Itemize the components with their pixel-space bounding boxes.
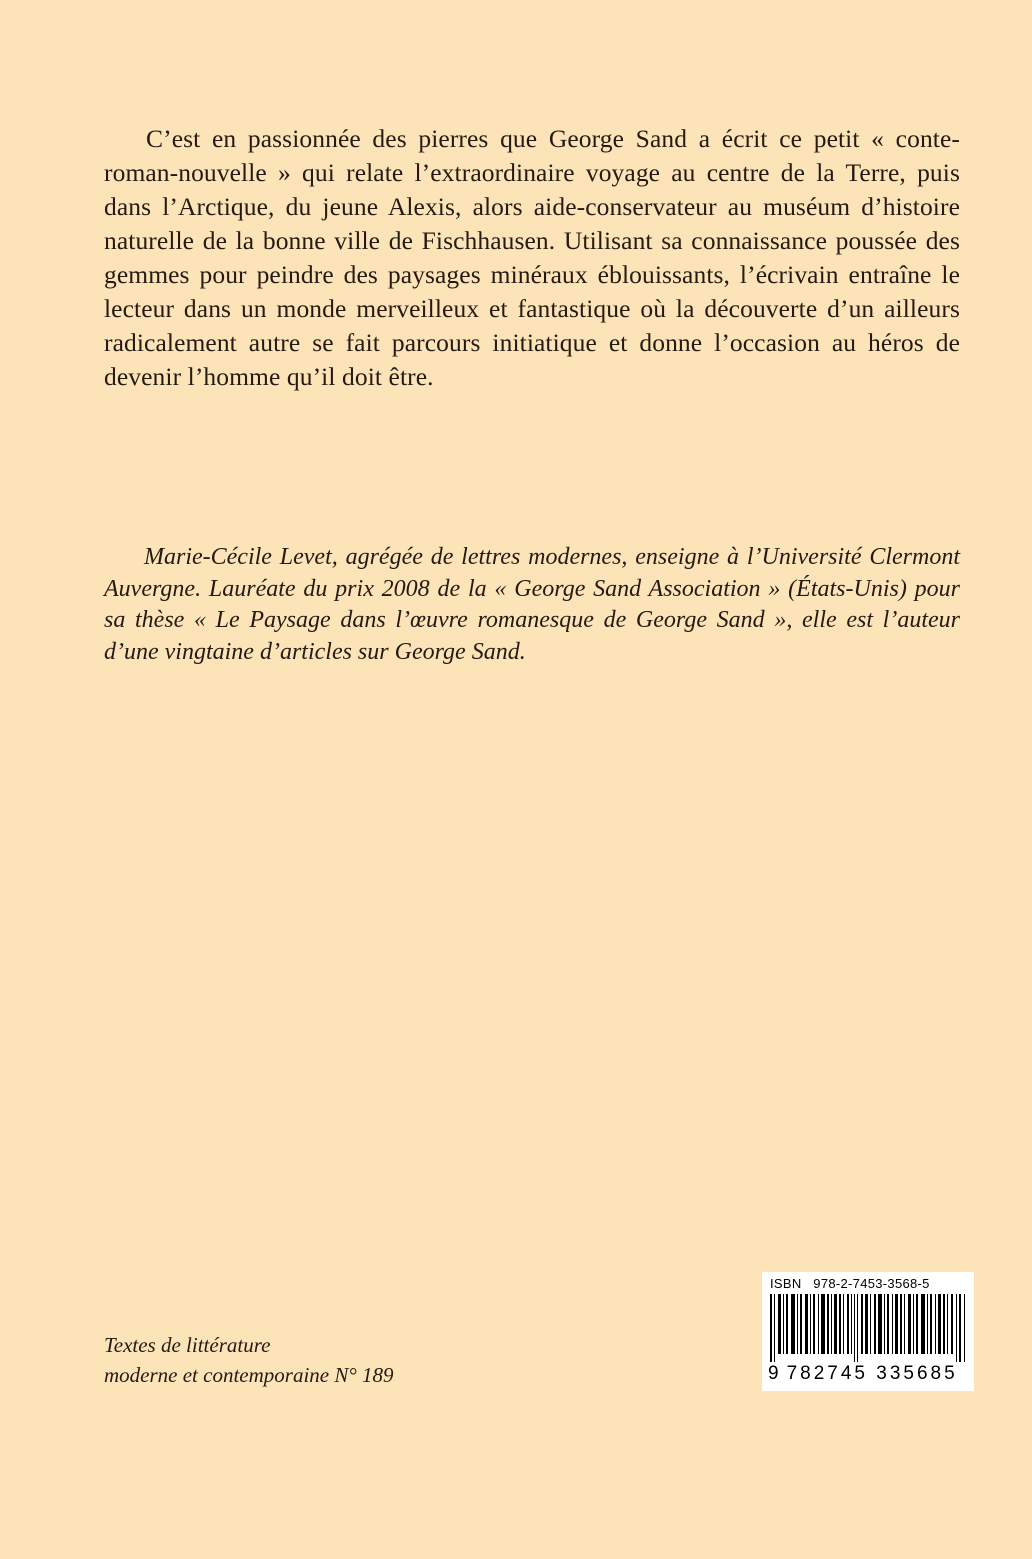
barcode-digits xyxy=(768,1363,968,1385)
book-blurb-paragraph: C’est en passionnée des pierres que George Sand a écrit ce petit « conte-roman-nouvelle » qui relate l’extraordinaire voyage au centre de la Terre, puis dans l’Arctique, du jeune Alexis, alors aide-conservateur au muséum d’histoire naturelle de la bonne ville de Fischhausen. Utilisant sa connaissance poussée des gemmes pour peindre des paysages minéraux éblouissants, l’écrivain entraîne le lecteur dans un monde merveilleux et fantastique où la découverte d’un ailleurs radicalement autre se fait parcours initiatique et donne l’occasion au héros de devenir l’homme qu’il doit être. xyxy=(104,123,960,391)
series-info xyxy=(104,1330,584,1390)
isbn-label: ISBN xyxy=(770,1276,802,1291)
author-biography-paragraph: Marie-Cécile Levet, agrégée de lettres modernes, enseigne à l’Université Clermont Auvergne. Lauréate du prix 2008 de la « George Sand Association » (États-Unis) pour sa thèse « Le Paysage dans l’œuvre romanesque de George Sand », elle est l’auteur d’une vingtaine d’articles sur George Sand. xyxy=(104,544,960,665)
isbn-text xyxy=(768,1276,968,1291)
series-number: moderne et contemporaine N° 189 xyxy=(104,1363,394,1387)
barcode-lead-digit: 9 xyxy=(768,1363,781,1384)
barcode-main-digits: 782745 335685 xyxy=(786,1363,958,1384)
barcode-bars-icon xyxy=(768,1294,968,1362)
series-name: Textes de littérature xyxy=(104,1333,271,1357)
isbn-value: 978-2-7453-3568-5 xyxy=(813,1276,930,1291)
isbn-barcode-block xyxy=(762,1272,974,1391)
